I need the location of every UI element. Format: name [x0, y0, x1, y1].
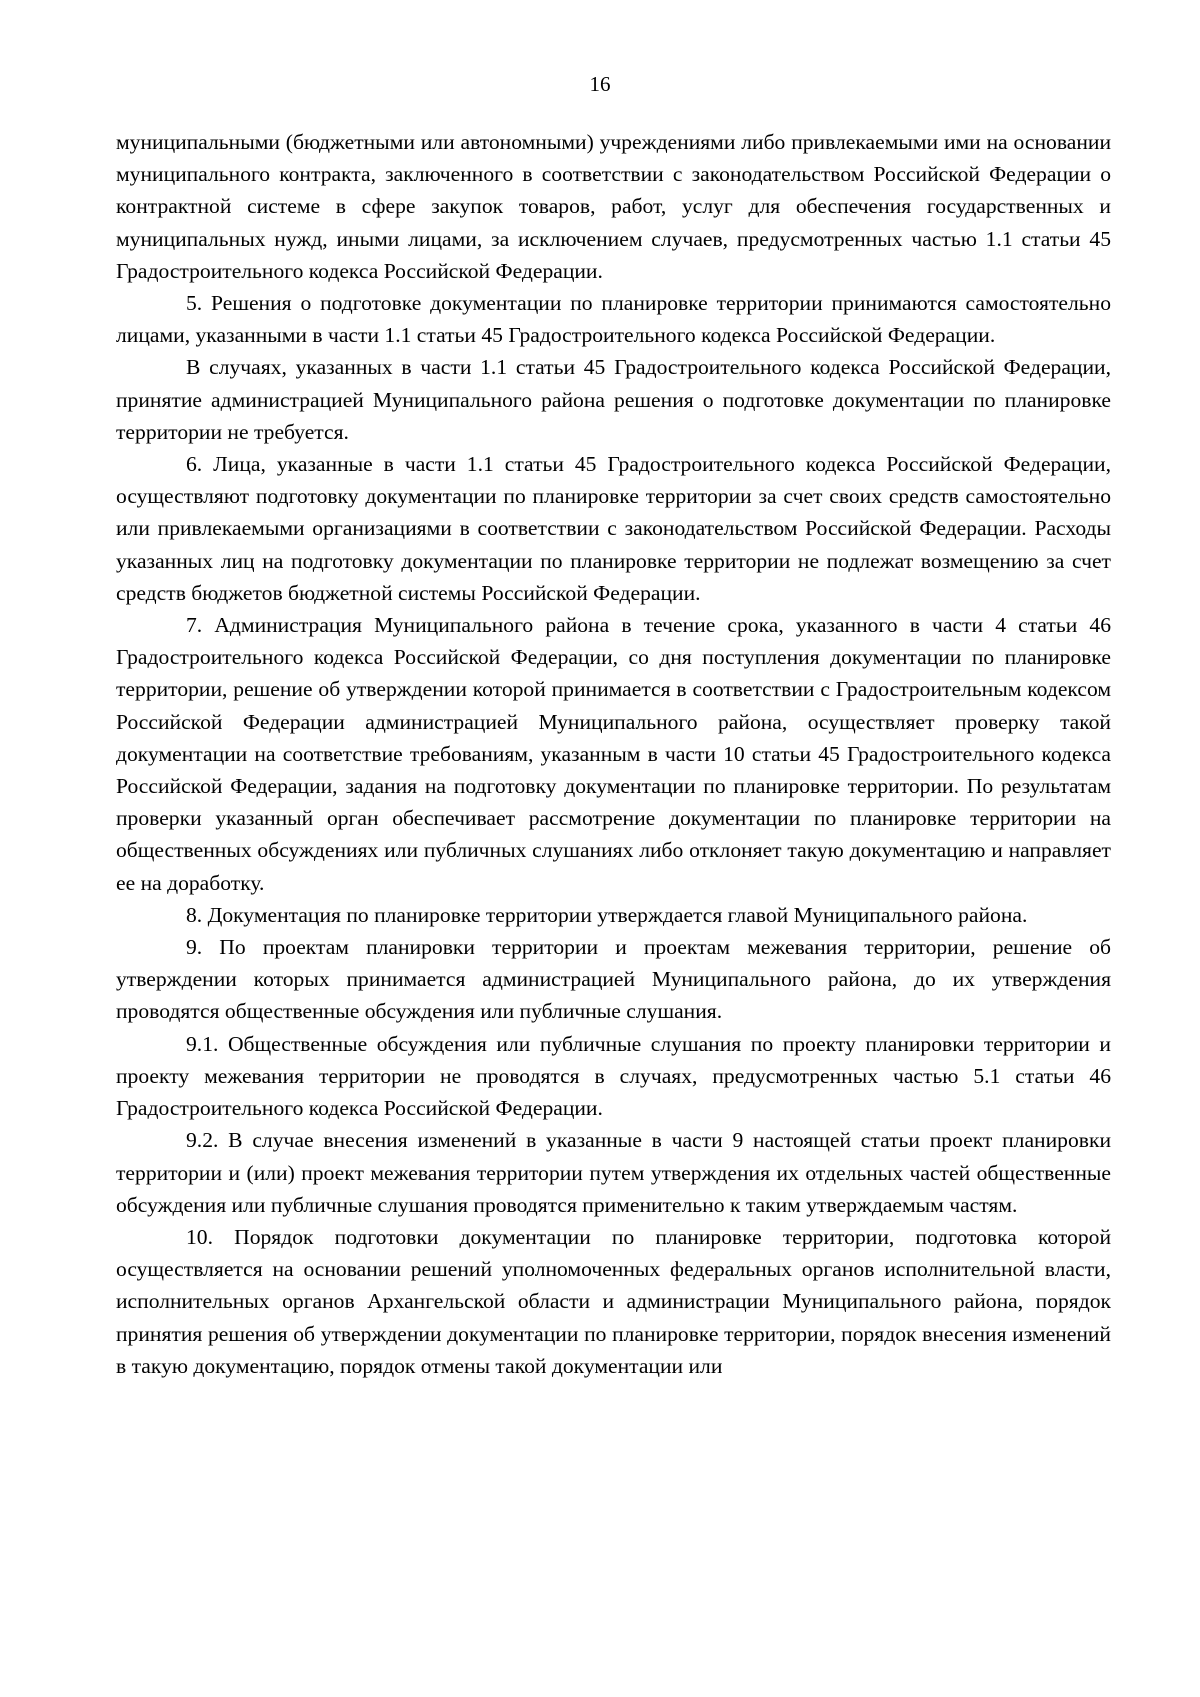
paragraph: 7. Администрация Муниципального района в течение срока, указанного в части 4 статьи 46 Градостроительного кодекса Российской Федерации, со дня поступления документации по планировке территории, решение об утверждении которой принимается в соответствии с Градостроительным кодексом Российской Федерации администрацией Муниципального района, осуществляет проверку такой документации на соответствие требованиям, указанным в части 10 статьи 45 Градостроительного кодекса Российской Федерации, задания на подготовку документации по планировке территории. По результатам проверки указанный орган обеспечивает рассмотрение документации по планировке территории на общественных обсуждениях или публичных слушаниях либо отклоняет такую документацию и направляет ее на доработку.	[116, 613, 1111, 895]
paragraph: 9.1. Общественные обсуждения или публичные слушания по проекту планировки территории и проекту межевания территории не проводятся в случаях, предусмотренных частью 5.1 статьи 46 Градостроительного кодекса Российской Федерации.	[116, 1031, 1111, 1121]
paragraph: 8. Документация по планировке территории утверждается главой Муниципального района.	[186, 902, 1028, 927]
paragraph: 9.2. В случае внесения изменений в указанные в части 9 настоящей статьи проект планировки территории и (или) проект межевания территории путем утверждения их отдельных частей общественные обсуждения или публичные слушания проводятся применительно к таким утверждаемым частям.	[116, 1128, 1111, 1217]
paragraph: 9. По проектам планировки территории и проектам межевания территории, решение об утверждении которых принимается администрацией Муниципального района, до их утверждения проводятся общественные обсуждения или публичные слушания.	[116, 935, 1111, 1024]
paragraph: В случаях, указанных в части 1.1 статьи 45 Градостроительного кодекса Российской Федерации, принятие администрацией Муниципального района решения о подготовке документации по планировке территории не требуется.	[116, 355, 1111, 444]
document-body	[116, 126, 1111, 1382]
paragraph: 5. Решения о подготовке документации по планировке территории принимаются самостоятельно лицами, указанными в части 1.1 статьи 45 Градостроительного кодекса Российской Федерации.	[116, 291, 1111, 348]
paragraph: муниципальными (бюджетными или автономными) учреждениями либо привлекаемыми ими на основании муниципального контракта, заключенного в соответствии с законодательством Российской Федерации о контрактной системе в сфере закупок товаров, работ, услуг для обеспечения государственных и муниципальных нужд, иными лицами, за исключением случаев, предусмотренных частью 1.1 статьи 45 Градостроительного кодекса Российской Федерации.	[116, 130, 1111, 283]
paragraph: 10. Порядок подготовки документации по планировке территории, подготовка которой осуществляется на основании решений уполномоченных федеральных органов исполнительной власти, исполнительных органов Архангельской области и администрации Муниципального района, порядок принятия решения об утверждении документации по планировке территории, порядок внесения изменений в такую документацию, порядок отмены такой документации или	[116, 1224, 1111, 1378]
page-number: 16	[589, 72, 611, 96]
paragraph: 6. Лица, указанные в части 1.1 статьи 45 Градостроительного кодекса Российской Федерации, осуществляют подготовку документации по планировке территории за счет своих средств самостоятельно или привлекаемыми организациями в соответствии с законодательством Российской Федерации. Расходы указанных лиц на подготовку документации по планировке территории не подлежат возмещению за счет средств бюджетов бюджетной системы Российской Федерации.	[116, 452, 1111, 605]
